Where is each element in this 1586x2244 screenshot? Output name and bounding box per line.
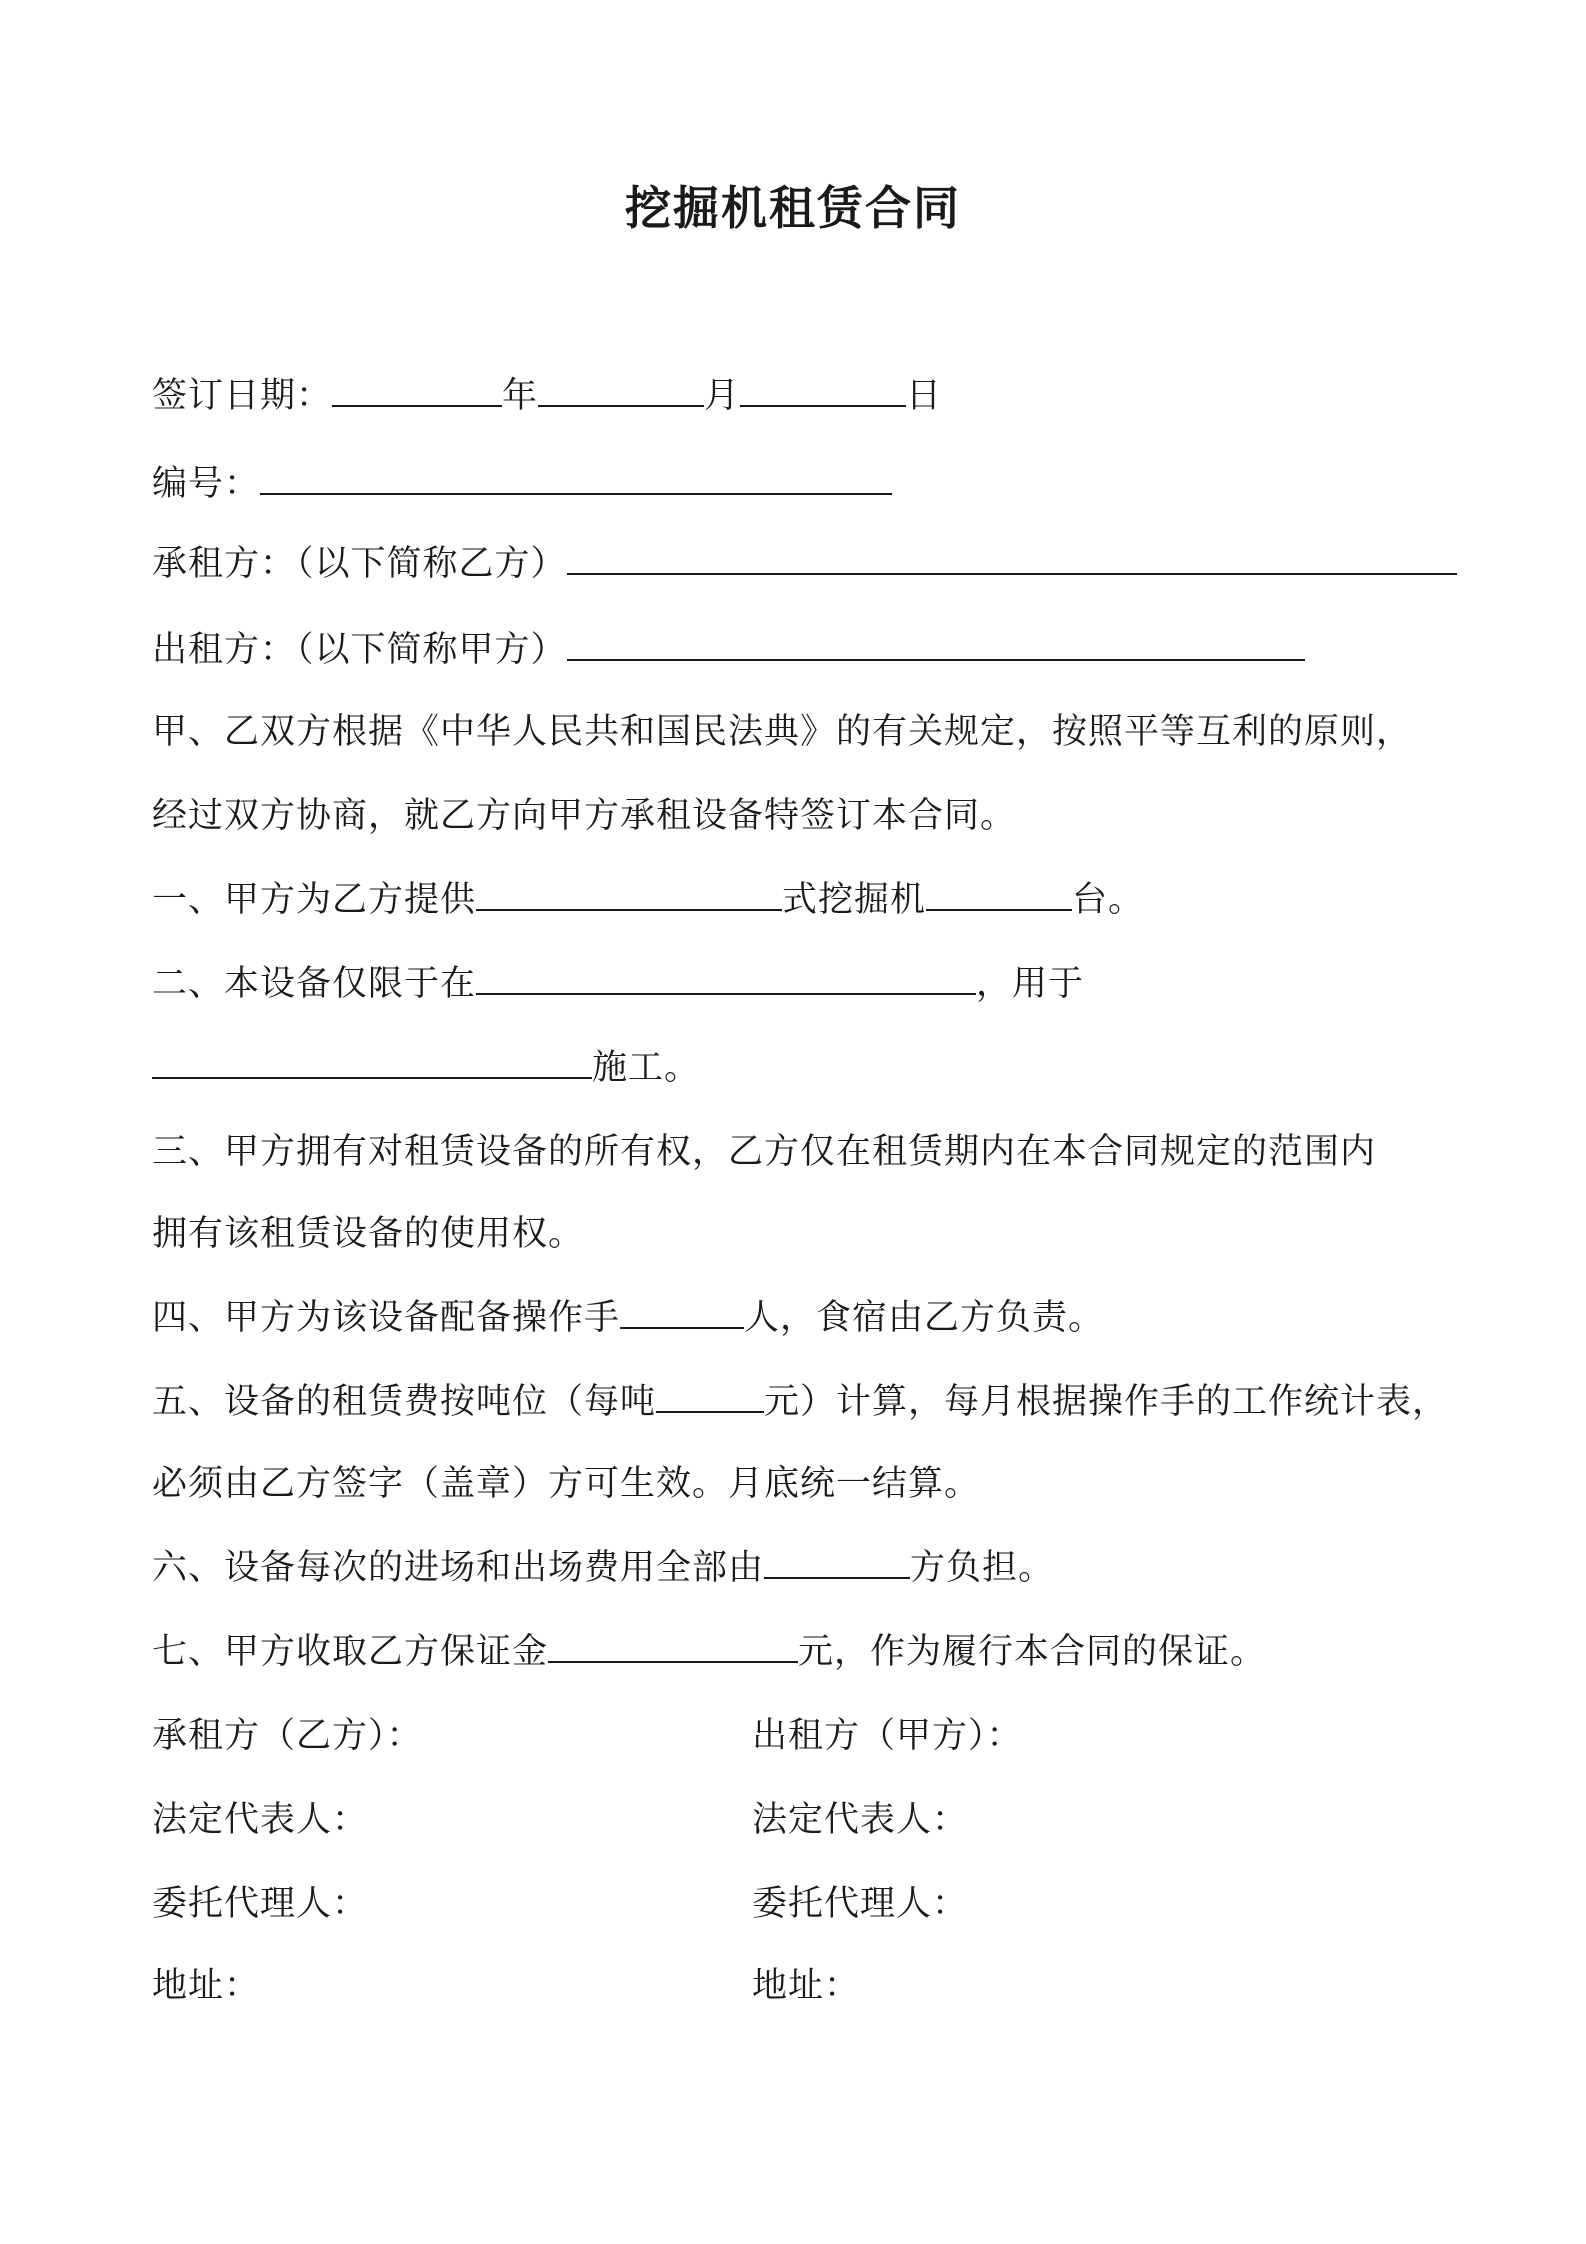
signature-right-address: 地址：: [752, 1966, 861, 2006]
clause-1-text-a: 一、甲方为乙方提供: [152, 880, 477, 920]
signature-lessee: 承租方（乙方）：: [152, 1716, 423, 1756]
lessee-label: 承租方：（以下简称乙方）: [152, 544, 567, 584]
operator-count-blank[interactable]: [620, 1297, 744, 1329]
clause-6-text-a: 六、设备每次的进场和出场费用全部由: [152, 1548, 765, 1588]
clause-6-text-b: 方负担。: [910, 1548, 1055, 1588]
clause-5-text-b: 元）计算，每月根据操作手的工作统计表，: [764, 1382, 1449, 1422]
day-label: 日: [906, 376, 943, 416]
year-label: 年: [502, 376, 539, 416]
signature-left-address: 地址：: [152, 1966, 261, 2006]
excavator-count-blank[interactable]: [926, 879, 1072, 911]
clause-2-text-c: 施工。: [592, 1048, 701, 1088]
signature-lessor: 出租方（甲方）：: [752, 1716, 1023, 1756]
document-title: 挖掘机租赁合同: [625, 181, 961, 235]
clause-4-text-b: 人，食宿由乙方负责。: [744, 1298, 1105, 1338]
lessor-blank[interactable]: [567, 629, 1305, 661]
clause-5-text-a: 五、设备的租赁费按吨位（每吨: [152, 1382, 657, 1422]
sign-date-label: 签订日期：: [152, 376, 333, 416]
day-blank[interactable]: [740, 375, 906, 407]
number-label: 编号：: [152, 464, 261, 504]
clause-4-text-a: 四、甲方为该设备配备操作手: [152, 1298, 621, 1338]
lessor-label: 出租方：（以下简称甲方）: [152, 630, 567, 670]
clause-3-line-2: 拥有该租赁设备的使用权。: [152, 1214, 585, 1254]
clause-3-line-1: 三、甲方拥有对租赁设备的所有权，乙方仅在租赁期内在本合同规定的范围内: [152, 1132, 1377, 1172]
clause-2-text-b: ，用于: [976, 964, 1085, 1004]
location-blank[interactable]: [476, 963, 976, 995]
sign-date-line: [152, 372, 942, 420]
number-line: [152, 460, 892, 508]
clause-7: [152, 1628, 1266, 1676]
year-blank[interactable]: [332, 375, 502, 407]
clause-2-line-1: [152, 960, 1084, 1008]
signature-left-legal-rep: 法定代表人：: [152, 1800, 369, 1840]
price-per-ton-blank[interactable]: [656, 1381, 764, 1413]
clause-7-text-a: 七、甲方收取乙方保证金: [152, 1632, 549, 1672]
intro-line-2: 经过双方协商，就乙方向甲方承租设备特签订本合同。: [152, 796, 1017, 836]
excavator-type-blank[interactable]: [476, 879, 782, 911]
clause-2-line-2: [152, 1044, 700, 1092]
lessee-blank[interactable]: [567, 543, 1457, 575]
signature-right-legal-rep: 法定代表人：: [752, 1800, 969, 1840]
lessee-line: [152, 540, 1457, 588]
purpose-blank[interactable]: [152, 1047, 592, 1079]
clause-1-text-b: 式挖掘机: [782, 880, 927, 920]
clause-5-line-2: 必须由乙方签字（盖章）方可生效。月底统一结算。: [152, 1464, 981, 1504]
clause-4: [152, 1294, 1104, 1342]
clause-7-text-b: 元，作为履行本合同的保证。: [798, 1632, 1267, 1672]
clause-1: [152, 876, 1144, 924]
clause-2-text-a: 二、本设备仅限于在: [152, 964, 477, 1004]
month-blank[interactable]: [538, 375, 704, 407]
deposit-blank[interactable]: [548, 1631, 798, 1663]
signature-left-agent: 委托代理人：: [152, 1884, 369, 1924]
clause-5-line-1: [152, 1378, 1448, 1426]
clause-6: [152, 1544, 1054, 1592]
lessor-line: [152, 626, 1305, 674]
fee-party-blank[interactable]: [764, 1547, 910, 1579]
number-blank[interactable]: [260, 463, 892, 495]
signature-right-agent: 委托代理人：: [752, 1884, 969, 1924]
intro-line-1: 甲、乙双方根据《中华人民共和国民法典》的有关规定，按照平等互利的原则，: [152, 712, 1413, 752]
month-label: 月: [704, 376, 741, 416]
clause-1-text-c: 台。: [1072, 880, 1145, 920]
